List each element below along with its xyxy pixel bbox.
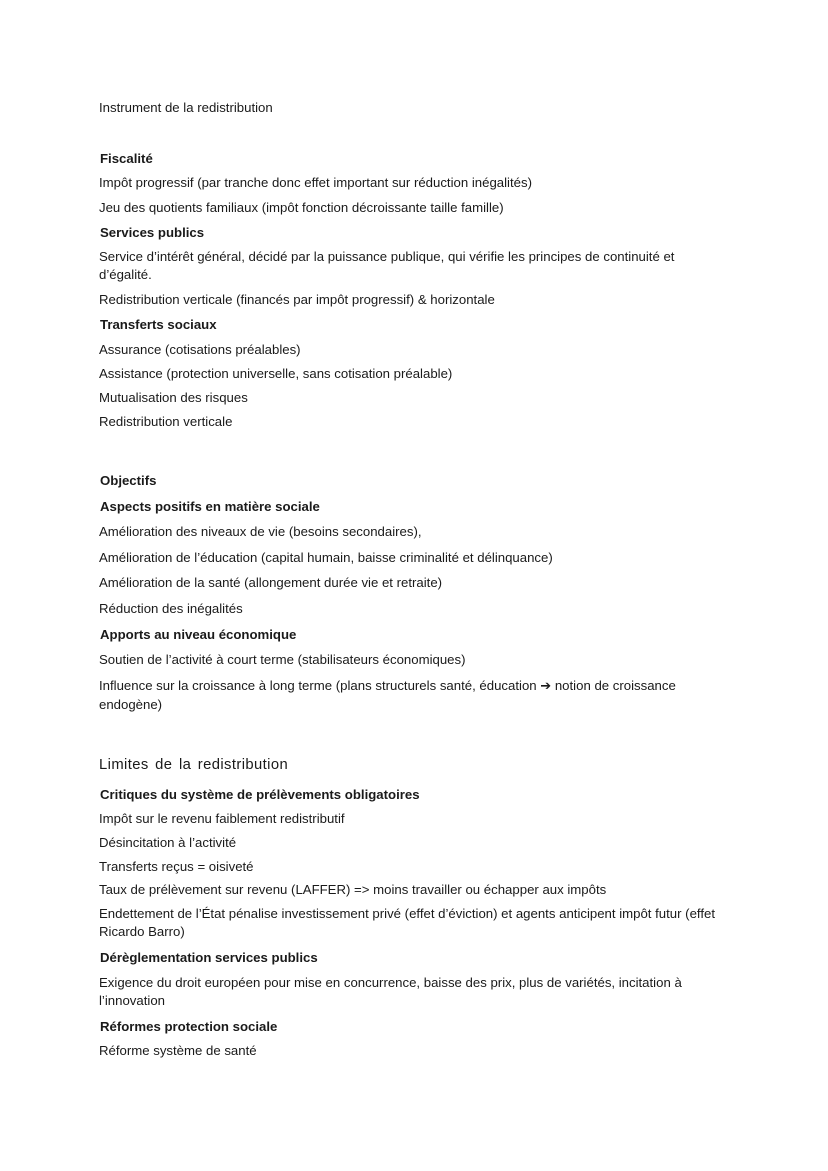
dereglementation-item: Exigence du droit européen pour mise en concurrence, baisse des prix, plus de variétés, incitation à l’innovation xyxy=(99,975,682,1008)
services-publics-item: Service d’intérêt général, décidé par la puissance publique, qui vérifie les principes de continuité et d’égalité. xyxy=(99,249,675,282)
heading-dereglementation: Dérèglementation services publics xyxy=(100,950,318,965)
heading-reformes: Réformes protection sociale xyxy=(100,1019,278,1034)
services-publics-item: Redistribution verticale (financés par impôt progressif) & horizontale xyxy=(99,292,495,307)
heading-fiscalite: Fiscalité xyxy=(100,151,153,166)
right-arrow-icon: ➔ xyxy=(540,679,552,694)
heading-critiques: Critiques du système de prélèvements obligatoires xyxy=(100,787,420,802)
transferts-item: Redistribution verticale xyxy=(99,414,233,429)
heading-transferts-sociaux: Transferts sociaux xyxy=(100,317,217,332)
objectifs-social-item: Amélioration de la santé (allongement durée vie et retraite) xyxy=(99,575,443,590)
objectifs-social-item: Réduction des inégalités xyxy=(99,601,243,616)
reformes-item: Réforme système de santé xyxy=(99,1043,257,1058)
heading-aspects-sociaux: Aspects positifs en matière sociale xyxy=(100,499,320,514)
critiques-item: Taux de prélèvement sur revenu (LAFFER) => moins travailler ou échapper aux impôts xyxy=(99,882,607,897)
critiques-item: Transferts reçus = oisiveté xyxy=(99,859,254,874)
transferts-item: Assurance (cotisations préalables) xyxy=(99,342,301,357)
fiscalite-item: Jeu des quotients familiaux (impôt fonction décroissante taille famille) xyxy=(99,200,504,215)
objectifs-social-item: Amélioration des niveaux de vie (besoins secondaires), xyxy=(99,524,422,539)
item-text: notion de croissance endogène) xyxy=(99,678,676,712)
heading-apports-economiques: Apports au niveau économique xyxy=(100,627,297,642)
transferts-item: Mutualisation des risques xyxy=(99,390,248,405)
fiscalite-item: Impôt progressif (par tranche donc effet important sur réduction inégalités) xyxy=(99,175,532,190)
heading-services-publics: Services publics xyxy=(100,225,205,240)
objectifs-economique-item xyxy=(99,677,729,714)
objectifs-economique-item: Soutien de l’activité à court terme (stabilisateurs économiques) xyxy=(99,652,466,667)
critiques-item: Endettement de l’État pénalise investissement privé (effet d’éviction) et agents anticipent impôt futur (effet Ricardo Barro) xyxy=(99,906,715,939)
item-text: Influence sur la croissance à long terme (plans structurels santé, éducation xyxy=(99,678,541,693)
critiques-item: Désincitation à l’activité xyxy=(99,835,237,850)
heading-objectifs: Objectifs xyxy=(100,473,157,488)
objectifs-social-item: Amélioration de l’éducation (capital humain, baisse criminalité et délinquance) xyxy=(99,550,553,565)
transferts-item: Assistance (protection universelle, sans cotisation préalable) xyxy=(99,366,453,381)
critiques-item: Impôt sur le revenu faiblement redistributif xyxy=(99,811,345,826)
heading-limites: Limites de la redistribution xyxy=(99,757,289,773)
document-title: Instrument de la redistribution xyxy=(99,100,273,115)
